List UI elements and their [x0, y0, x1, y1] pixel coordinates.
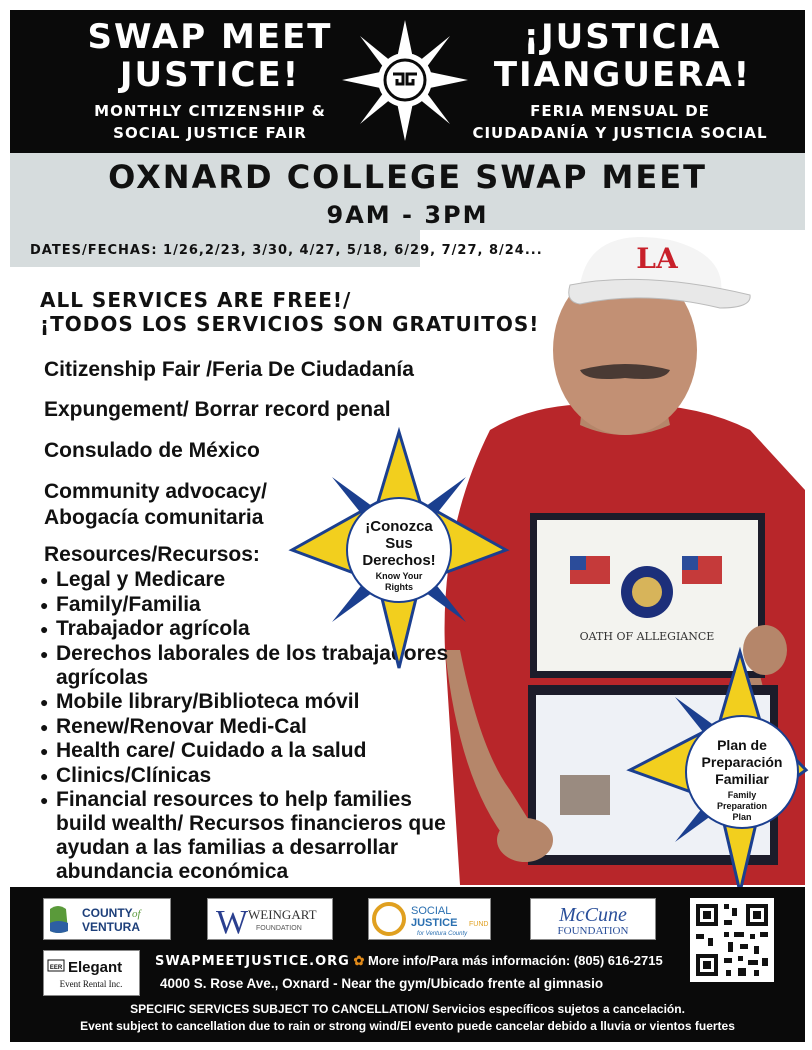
svg-text:McCune: McCune [559, 904, 627, 926]
service-consulado: Consulado de México [44, 439, 260, 462]
svg-text:VENTURA: VENTURA [82, 920, 141, 934]
svg-text:JUSTICE: JUSTICE [411, 917, 458, 929]
resources-heading: Resources/Recursos: [44, 543, 260, 566]
svg-text:SOCIAL: SOCIAL [411, 905, 452, 917]
resource-item: ● Clinics/Clínicas [40, 764, 460, 788]
footer-notice-services: SPECIFIC SERVICES SUBJECT TO CANCELLATION/ Servicios específicos sujetos a cancelación. [130, 1002, 685, 1016]
star1-line2: Sus [385, 535, 413, 552]
resource-item: ● Mobile library/Biblioteca móvil [40, 690, 460, 714]
svg-text:FUND: FUND [469, 921, 489, 928]
event-hours: 9AM - 3PM [326, 201, 489, 229]
elegant-event-rental-logo [43, 950, 140, 996]
english-subtitle: MONTHLY CITIZENSHIP & SOCIAL JUSTICE FAIR [94, 102, 326, 142]
svg-text:FOUNDATION: FOUNDATION [256, 925, 302, 932]
star2-line2: Preparación [701, 754, 783, 770]
free-services-headline: ALL SERVICES ARE FREE!/ ¡TODOS LOS SERVICIOS SON GRATUITOS! [40, 288, 540, 336]
service-expungement: Expungement/ Borrar record penal [44, 398, 391, 421]
english-title: SWAP MEET JUSTICE! [87, 17, 333, 95]
resource-item: ● Health care/ Cuidado a la salud [40, 739, 460, 763]
star2-line1: Plan de [717, 737, 767, 753]
svg-text:for Ventura County: for Ventura County [417, 931, 468, 937]
svg-text:W: W [216, 904, 249, 940]
know-your-rights-star [292, 432, 506, 668]
footer-website-info: SWAPMEETJUSTICE.ORG ✿ More info/Para más información: (805) 616-2715 [155, 953, 663, 969]
social-justice-fund-logo [368, 898, 491, 940]
svg-text:FOUNDATION: FOUNDATION [557, 925, 629, 937]
footer-address: 4000 S. Rose Ave., Oxnard - Near the gym/Ubicado frente al gimnasio [160, 976, 604, 991]
aztec-sun-icon [340, 18, 470, 143]
spanish-subtitle: FERIA MENSUAL DE CIUDADANÍA Y JUSTICIA SOCIAL [472, 102, 768, 142]
resource-item: ● Derechos laborales de los trabajadores agrícolas [40, 642, 460, 690]
resource-item: ● Family/Familia [40, 593, 460, 617]
star1-small2: Rights [385, 582, 413, 592]
spanish-title: ¡JUSTICIA TIANGUERA! [493, 17, 752, 95]
event-dates: DATES/FECHAS: 1/26,2/23, 3/30, 4/27, 5/18, 6/29, 7/27, 8/24... [30, 243, 543, 258]
service-community-advocacy: Community advocacy/ Abogacía comunitaria [44, 480, 267, 529]
resource-item: ● Trabajador agrícola [40, 617, 460, 641]
qr-code[interactable] [690, 898, 774, 982]
certificate-title: OATH OF ALLEGIANCE [579, 630, 715, 643]
svg-text:Event Rental Inc.: Event Rental Inc. [59, 979, 123, 989]
county-of-ventura-logo [43, 898, 171, 940]
website-link[interactable]: SWAPMEETJUSTICE.ORG [155, 954, 350, 969]
resource-item: ● Renew/Renovar Medi-Cal [40, 715, 460, 739]
service-citizenship: Citizenship Fair /Feria De Ciudadanía [44, 358, 414, 381]
star1-small1: Know Your [375, 571, 423, 581]
star2-small2: Preparation [716, 801, 768, 811]
family-preparation-plan-star [630, 652, 806, 892]
svg-text:WEINGART: WEINGART [248, 907, 317, 922]
star1-line3: Derechos! [362, 552, 436, 569]
resource-item: ● Legal y Medicare [40, 568, 460, 592]
weingart-foundation-logo [207, 898, 333, 940]
star2-small3: Plan [732, 812, 752, 822]
svg-text:Elegant: Elegant [68, 959, 123, 976]
star2-line3: Familiar [715, 771, 769, 787]
svg-text:EER: EER [49, 965, 63, 971]
hat-logo: LA [636, 242, 678, 275]
venue-name: OXNARD COLLEGE SWAP MEET [108, 158, 707, 196]
star1-line1: ¡Conozca [365, 518, 433, 535]
svg-text:of: of [132, 908, 141, 920]
footer-notice-weather: Event subject to cancellation due to rain or strong wind/El evento puede cancelar debido a lluvia or vientos fuertes [80, 1019, 735, 1033]
resource-item: ● Financial resources to help families build wealth/ Recursos financieros que ayudan a las familias a desarrollar abundancia económica [40, 788, 460, 884]
svg-text:COUNTY: COUNTY [82, 906, 133, 920]
star2-small1: Family [727, 790, 757, 800]
mccune-foundation-logo [530, 898, 656, 940]
butterfly-icon: ✿ [349, 953, 365, 968]
